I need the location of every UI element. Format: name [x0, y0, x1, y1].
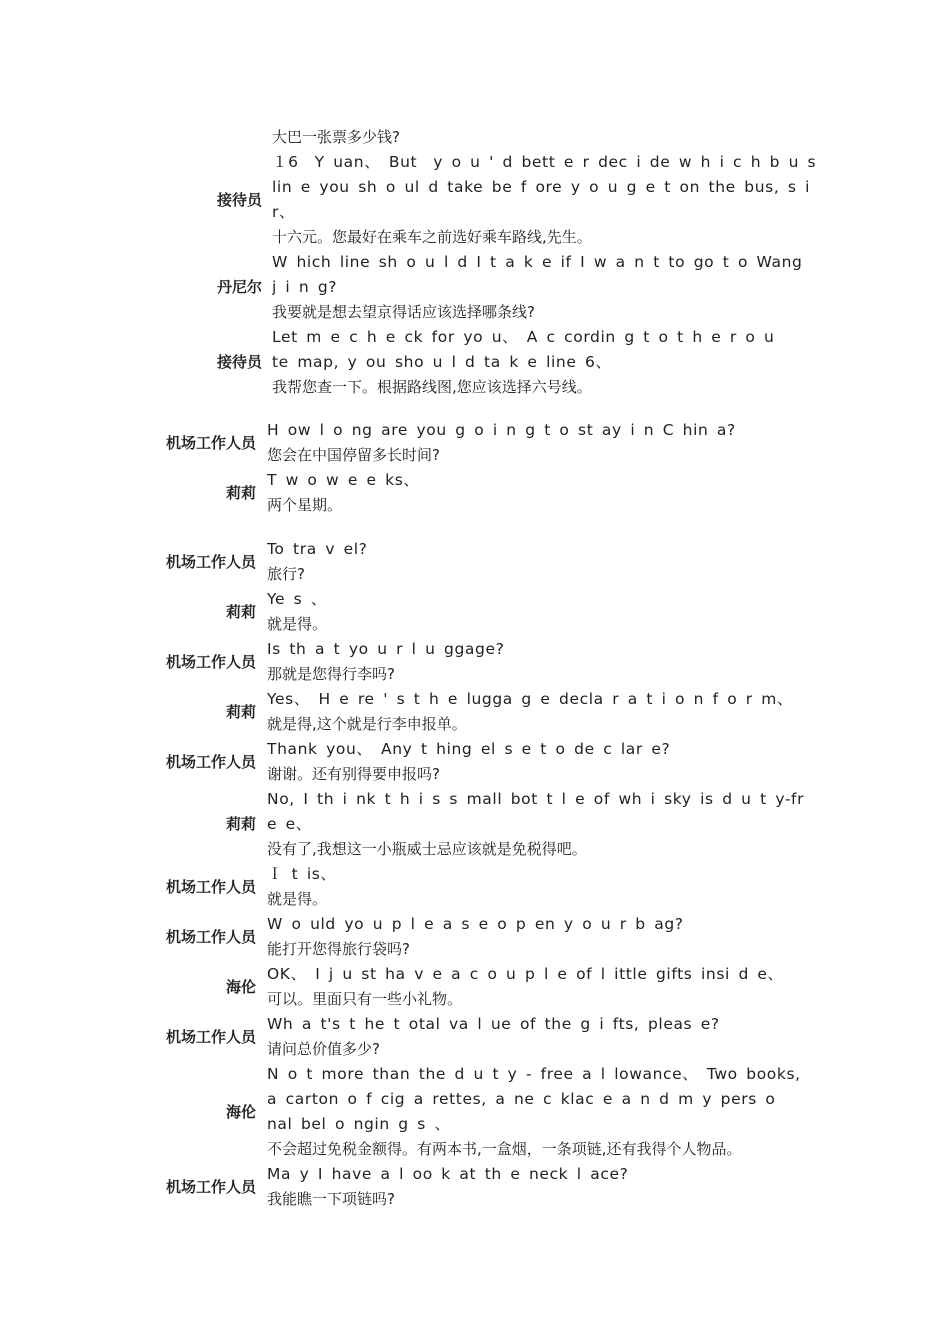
dialogue-turn — [150, 250, 810, 325]
utterance-lines — [256, 468, 810, 518]
speaker-label: 丹尼尔 — [216, 278, 262, 296]
english-line: W o uld yo u p l e a s e o p en y o u r b ag? — [267, 915, 684, 933]
english-line: Ｉ t is、 — [267, 865, 337, 883]
dialogue-turn — [150, 418, 810, 468]
speaker-label: 海伦 — [225, 977, 256, 996]
speaker-label: 机场工作人员 — [165, 927, 256, 946]
dialogue-turn — [150, 912, 810, 962]
speaker-label: 接待员 — [216, 190, 262, 209]
utterance-lines — [256, 862, 810, 912]
utterance-lines — [256, 1162, 810, 1212]
speaker-label: 机场工作人员 — [165, 752, 256, 771]
utterance-lines — [256, 787, 810, 862]
english-line: １6 Y uan、 But y o u ' d bett e r dec i de w h i c h b u s — [272, 153, 817, 171]
speaker-label: 机场工作人员 — [165, 877, 256, 896]
chinese-translation-line: 就是得。 — [267, 890, 328, 908]
utterance-lines — [262, 150, 816, 250]
chinese-translation-line: 我能瞧一下项链吗? — [267, 1190, 395, 1208]
english-line: Ye s 、 — [267, 590, 327, 608]
english-line: T w o w e e ks、 — [267, 471, 420, 489]
english-line: W hich line sh o u l d I t a k e if I w a n t to go t o Wang — [272, 253, 803, 271]
speaker-label: 机场工作人员 — [165, 1177, 256, 1196]
english-line: OK、 I j u st ha v e a c o u p l e of l ittle gifts insi d e、 — [267, 965, 784, 983]
chinese-translation-line: 我帮您查一下。根据路线图,您应该选择六号线。 — [272, 378, 592, 396]
dialogue-turn — [150, 125, 810, 150]
utterance-lines — [256, 1012, 810, 1062]
english-line: No, I th i nk t h i s s mall bot t l e of wh i sky is d u t y-fr — [267, 790, 805, 808]
chinese-translation-line: 您会在中国停留多长时间? — [267, 446, 440, 464]
english-line: te map, y ou sho u l d ta k e line 6、 — [272, 353, 612, 371]
english-line: To tra v el? — [267, 540, 368, 558]
utterance-lines — [256, 687, 810, 737]
speaker-label: 机场工作人员 — [165, 652, 256, 671]
dialogue-turn — [150, 787, 810, 862]
speaker-label: 莉莉 — [225, 702, 256, 721]
dialogue-turn — [150, 637, 810, 687]
dialogue-turn — [150, 862, 810, 912]
utterance-lines — [256, 418, 810, 468]
dialogue-turn — [150, 587, 810, 637]
english-line: Ma y I have a l oo k at th e neck l ace? — [267, 1165, 629, 1183]
english-line: Yes、 H e re ' s t h e lugga g e decla r a t i o n f o r m、 — [267, 690, 794, 708]
english-line: Let m e c h e ck for yo u、 A c cordin g t o t h e r o u — [272, 328, 775, 346]
dialogue-section-stay — [150, 418, 810, 518]
dialogue-turn — [150, 325, 810, 400]
chinese-translation-line: 就是得。 — [267, 615, 328, 633]
utterance-lines — [256, 962, 810, 1012]
speaker-label: 莉莉 — [225, 815, 256, 833]
english-line: nal bel o ngin g s 、 — [267, 1115, 451, 1133]
dialogue-turn — [150, 737, 810, 787]
english-line: a carton o f cig a rettes, a ne c klac e a n d m y pers o — [267, 1090, 776, 1108]
english-line: r、 — [272, 203, 296, 221]
dialogue-turn — [150, 537, 810, 587]
dialogue-turn — [150, 1012, 810, 1062]
chinese-translation-line: 十六元。您最好在乘车之前选好乘车路线,先生。 — [272, 228, 592, 246]
chinese-translation-line: 谢谢。还有别得要申报吗? — [267, 765, 440, 783]
speaker-label: 莉莉 — [225, 602, 256, 621]
dialogue-turn — [150, 962, 810, 1012]
utterance-lines — [256, 537, 810, 587]
english-line: e e、 — [267, 815, 312, 833]
chinese-translation-line: 可以。里面只有一些小礼物。 — [267, 990, 463, 1008]
chinese-translation-line: 旅行? — [267, 565, 305, 583]
speaker-label: 接待员 — [216, 353, 262, 371]
english-line: Is th a t yo u r l u ggage? — [267, 640, 505, 658]
speaker-label: 海伦 — [225, 1102, 256, 1121]
chinese-translation-line: 没有了,我想这一小瓶威士忌应该就是免税得吧。 — [267, 840, 587, 858]
dialogue-turn — [150, 468, 810, 518]
english-line: lin e you sh o ul d take be f ore y o u g e t on the bus, s i — [272, 178, 811, 196]
utterance-lines — [256, 737, 810, 787]
utterance-lines — [256, 912, 810, 962]
chinese-translation-line: 大巴一张票多少钱? — [272, 128, 400, 146]
english-line: Wh a t's t he t otal va l ue of the g i fts, pleas e? — [267, 1015, 720, 1033]
chinese-translation-line: 能打开您得旅行袋吗? — [267, 940, 410, 958]
utterance-lines — [262, 325, 810, 400]
speaker-label: 机场工作人员 — [165, 1027, 256, 1046]
dialogue-turn — [150, 1062, 810, 1162]
dialogue-section-bus — [150, 125, 817, 400]
english-line: N o t more than the d u t y - free a l lowance、 Two books, — [267, 1065, 801, 1083]
speaker-label: 机场工作人员 — [165, 552, 256, 571]
chinese-translation-line: 请问总价值多少? — [267, 1040, 380, 1058]
dialogue-turn — [150, 1162, 810, 1212]
dialogue-section-customs — [150, 537, 810, 1212]
dialogue-turn — [150, 150, 817, 250]
utterance-lines — [256, 587, 810, 637]
dialogue-turn — [150, 687, 810, 737]
speaker-label: 机场工作人员 — [165, 433, 256, 452]
chinese-translation-line: 我要就是想去望京得话应该选择哪条线? — [272, 303, 535, 321]
chinese-translation-line: 就是得,这个就是行李申报单。 — [267, 715, 467, 733]
speaker-label: 莉莉 — [225, 483, 256, 502]
chinese-translation-line: 那就是您得行李吗? — [267, 665, 395, 683]
utterance-lines — [256, 1062, 810, 1162]
chinese-translation-line: 不会超过免税金额得。有两本书,一盒烟，一条项链,还有我得个人物品。 — [267, 1140, 742, 1158]
utterance-lines — [256, 637, 810, 687]
english-line: Thank you、 Any t hing el s e t o de c lar e? — [267, 740, 671, 758]
english-line: H ow l o ng are you g o i n g t o st ay i n C hin a? — [267, 421, 736, 439]
chinese-translation-line: 两个星期。 — [267, 496, 343, 514]
utterance-lines — [262, 250, 810, 325]
english-line: j i n g? — [272, 278, 338, 296]
utterance-lines — [262, 125, 810, 150]
